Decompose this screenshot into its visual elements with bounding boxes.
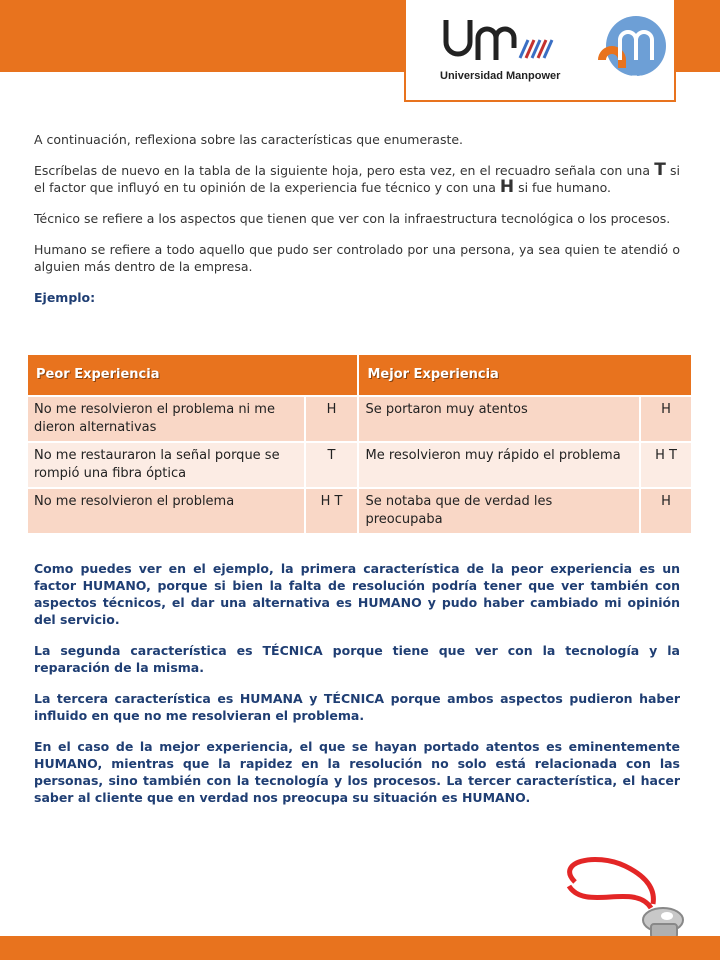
table-row xyxy=(28,442,692,488)
intro-paragraph-3: Técnico se refiere a los aspectos que tienen que ver con la infraestructura tecnológica o los procesos. xyxy=(34,211,671,226)
explanation-paragraph-4: En el caso de la mejor experiencia, el que se hayan portado atentos es eminentemente HUMANO, mientras que la rapidez en la resolución no solo está relacionada con las personas, sino también con la tecnología y los procesos. La tercer característica, el hacer saber al cliente que en verdad nos preocupa su situación es HUMANO. xyxy=(34,739,680,805)
bottom-orange-band xyxy=(0,936,720,960)
instructions xyxy=(34,131,680,320)
worst-cell: No me resolvieron el problema ni me dieron alternativas xyxy=(28,396,305,442)
worst-cell: No me restauraron la señal porque se rompió una fibra óptica xyxy=(28,442,305,488)
example-explanation xyxy=(34,560,680,820)
whistle-icon xyxy=(555,852,695,942)
header-logos xyxy=(404,0,676,102)
intro-paragraph-1: A continuación, reflexiona sobre las características que enumeraste. xyxy=(34,132,464,147)
example-label: Ejemplo: xyxy=(34,290,96,305)
human-letter: H xyxy=(499,177,515,197)
worst-mark-cell: H T xyxy=(305,488,359,533)
best-mark-cell: H xyxy=(640,488,692,533)
best-cell: Se portaron muy atentos xyxy=(358,396,640,442)
table-header-row xyxy=(28,355,692,396)
universidad-manpower-logo xyxy=(440,16,560,64)
worst-mark-cell: T xyxy=(305,442,359,488)
intro-paragraph-4: Humano se refiere a todo aquello que pudo ser controlado por una persona, ya sea quien te atendió o alguien más dentro de la empresa. xyxy=(34,242,680,274)
intro-paragraph-2: Escríbelas de nuevo en la tabla de la siguiente hoja, pero esta vez, en el recuadro señala con una T si el factor que influyó en tu opinión de la experiencia fue técnico y con una H si fue humano. xyxy=(34,160,680,197)
explanation-paragraph-3: La tercera característica es HUMANA y TÉCNICA porque ambos aspectos pudieron haber influido en que no me resolvieran el problema. xyxy=(34,691,680,723)
best-cell: Me resolvieron muy rápido el problema xyxy=(358,442,640,488)
table-row xyxy=(28,488,692,533)
worst-cell: No me resolvieron el problema xyxy=(28,488,305,533)
header-best-experience: Mejor Experiencia xyxy=(358,355,692,396)
prodeops-label: PRODEOPS xyxy=(605,74,657,84)
explanation-paragraph-1: Como puedes ver en el ejemplo, la primera característica de la peor experiencia es un factor HUMANO, porque si bien la falta de resolución podría tener que ver también con aspectos técnicos, el dar una alternativa es HUMANO y pudo haber cambiado mi opinión del servicio. xyxy=(34,561,680,627)
universidad-manpower-label: Universidad Manpower xyxy=(440,70,561,82)
best-mark-cell: H T xyxy=(640,442,692,488)
table-row xyxy=(28,396,692,442)
worst-mark-cell: H xyxy=(305,396,359,442)
best-mark-cell: H xyxy=(640,396,692,442)
best-cell: Se notaba que de verdad les preocupaba xyxy=(358,488,640,533)
explanation-paragraph-2: La segunda característica es TÉCNICA porque tiene que ver con la tecnología y la reparación de la misma. xyxy=(34,643,680,675)
header-worst-experience: Peor Experiencia xyxy=(28,355,358,396)
example-table xyxy=(28,355,693,533)
technical-letter: T xyxy=(654,160,666,180)
